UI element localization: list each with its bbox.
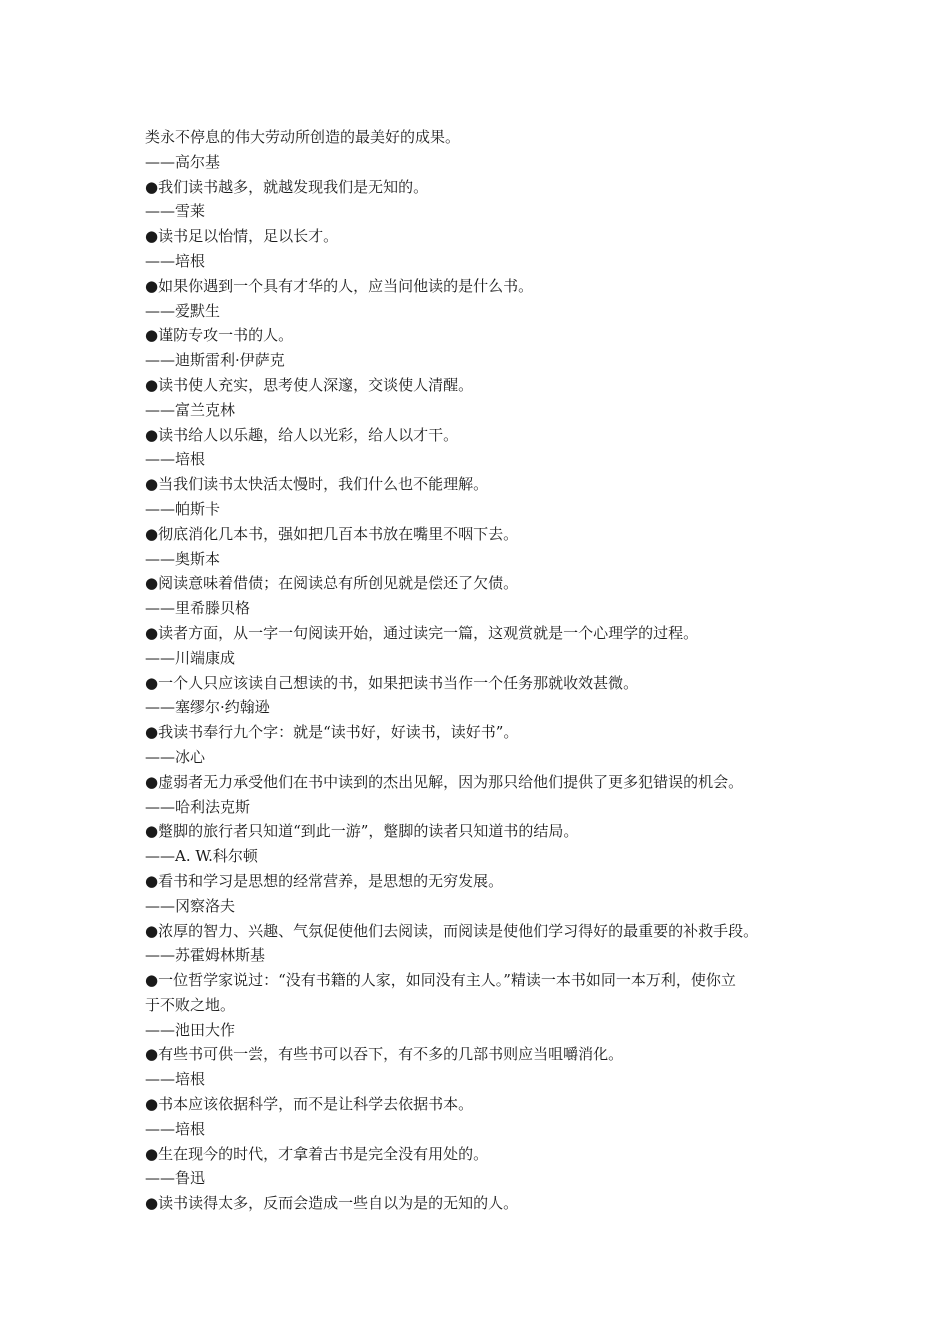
quote-text: ●读书读得太多，反而会造成一些自以为是的无知的人。 (145, 1194, 519, 1213)
quote-author: ——迪斯雷利·伊萨克 (145, 351, 285, 370)
quote-text: ●一个人只应该读自己想读的书，如果把读书当作一个任务那就收效甚微。 (145, 673, 639, 692)
quote-author: ——奥斯本 (145, 549, 221, 568)
quote-text: ●看书和学习是思想的经常营养，是思想的无穷发展。 (145, 871, 504, 890)
quote-author: ——冈察洛夫 (145, 896, 236, 915)
quote-text: ●书本应该依据科学，而不是让科学去依据书本。 (145, 1095, 474, 1114)
quote-text: ●谨防专攻一书的人。 (145, 326, 294, 345)
quote-text: ●读书给人以乐趣，给人以光彩，给人以才干。 (145, 425, 459, 444)
quote-list (145, 125, 815, 1216)
quote-text: ●蹩脚的旅行者只知道“到此一游”，蹩脚的读者只知道书的结局。 (145, 822, 579, 841)
quote-author: ——A. W.科尔顿 (145, 847, 258, 866)
quote-author: ——培根 (145, 450, 206, 469)
quote-author: ——池田大作 (145, 1020, 236, 1039)
quote-author: ——雪莱 (145, 202, 206, 221)
quote-author: ——富兰克林 (145, 400, 236, 419)
quote-author: ——培根 (145, 1070, 206, 1089)
quote-text: ●我读书奉行九个字：就是“读书好，好读书，读好书”。 (145, 723, 519, 742)
quote-author: ——帕斯卡 (145, 499, 221, 518)
quote-continuation: 类永不停息的伟大劳动所创造的最美好的成果。 (145, 128, 461, 146)
quote-text: ●浓厚的智力、兴趣、气氛促使他们去阅读，而阅读是使他们学习得好的最重要的补救手段。 (145, 921, 759, 940)
quote-text: ●有些书可供一尝，有些书可以吞下，有不多的几部书则应当咀嚼消化。 (145, 1045, 624, 1064)
quote-text-continued: 于不败之地。 (145, 995, 236, 1014)
quote-text: ●读书使人充实，思考使人深邃，交谈使人清醒。 (145, 375, 474, 394)
quote-text: ●阅读意味着借债；在阅读总有所创见就是偿还了欠债。 (145, 574, 519, 593)
quote-author: ——苏霍姆林斯基 (145, 946, 266, 965)
quote-author: ——高尔基 (145, 152, 221, 171)
quote-text: ●我们读书越多，就越发现我们是无知的。 (145, 177, 429, 196)
quote-author: ——培根 (145, 251, 206, 270)
quote-text: ●一位哲学家说过：“没有书籍的人家，如同没有主人。”精读一本书如同一本万利，使你立 (145, 971, 736, 990)
quote-author: ——里希滕贝格 (145, 599, 251, 618)
quote-text: ●读者方面，从一字一句阅读开始，通过读完一篇，这观赏就是一个心理学的过程。 (145, 623, 699, 642)
quote-text: ●读书足以怡情，足以长才。 (145, 227, 339, 246)
quote-author: ——哈利法克斯 (145, 797, 251, 816)
quote-text: ●如果你遇到一个具有才华的人，应当问他读的是什么书。 (145, 276, 534, 295)
quote-author: ——爱默生 (145, 301, 221, 320)
quote-text: ●生在现今的时代，才拿着古书是完全没有用处的。 (145, 1144, 489, 1163)
quote-text: ●当我们读书太快活太慢时，我们什么也不能理解。 (145, 475, 489, 494)
quote-author: ——塞缪尔·约翰逊 (145, 698, 270, 717)
quote-text: ●虚弱者无力承受他们在书中读到的杰出见解，因为那只给他们提供了更多犯错误的机会。 (145, 772, 744, 791)
quote-text: ●彻底消化几本书，强如把几百本书放在嘴里不咽下去。 (145, 524, 519, 543)
quote-author: ——冰心 (145, 747, 206, 766)
quote-author: ——川端康成 (145, 648, 236, 667)
quote-author: ——鲁迅 (145, 1169, 206, 1188)
quote-author: ——培根 (145, 1119, 206, 1138)
